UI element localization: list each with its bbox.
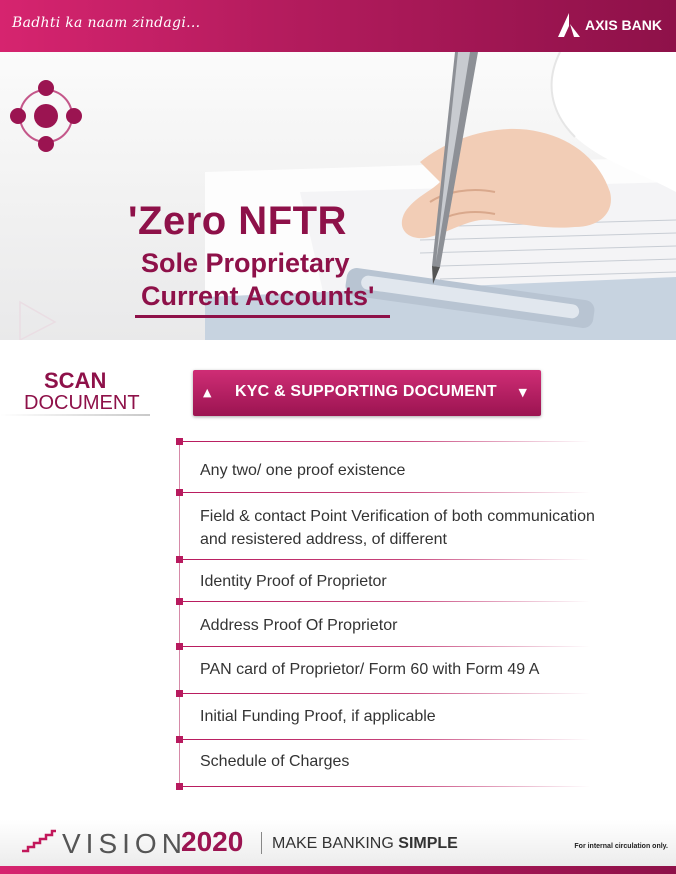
document-label: DOCUMENT bbox=[24, 392, 140, 414]
list-item: Schedule of Charges bbox=[200, 753, 350, 770]
list-item: PAN card of Proprietor/ Form 60 with Form 49 A bbox=[200, 661, 540, 678]
make-banking-simple bbox=[272, 835, 458, 853]
list-item: Any two/ one proof existence bbox=[200, 462, 406, 479]
list-item: and resistered address, of different bbox=[200, 531, 447, 548]
row-divider bbox=[180, 693, 590, 694]
triangle-up-icon: ▲ bbox=[203, 386, 212, 399]
list-item: Initial Funding Proof, if applicable bbox=[200, 708, 436, 725]
hero-title-line3: Current Accounts' bbox=[141, 281, 375, 311]
internal-circulation-note: For internal circulation only. bbox=[574, 843, 668, 850]
list-item: Field & contact Point Verification of both communication bbox=[200, 508, 595, 525]
footer-separator bbox=[261, 832, 262, 854]
make-banking-text: MAKE BANKING bbox=[272, 835, 394, 852]
hero-title-line2: Sole Proprietary bbox=[141, 248, 350, 278]
list-item: Address Proof Of Proprietor bbox=[200, 617, 398, 634]
hero-title-line1: 'Zero NFTR bbox=[128, 199, 347, 243]
footer-strip bbox=[0, 866, 676, 874]
list-item: Identity Proof of Proprietor bbox=[200, 573, 387, 590]
vision-stairs-icon bbox=[20, 829, 58, 855]
triangle-down-icon: ▼ bbox=[518, 386, 527, 399]
row-divider bbox=[180, 739, 590, 740]
row-divider bbox=[180, 492, 590, 493]
kyc-button-label: KYC & SUPPORTING DOCUMENT bbox=[235, 383, 497, 400]
row-divider bbox=[180, 601, 590, 602]
simple-text: SIMPLE bbox=[398, 835, 458, 852]
vision-year: 2020 bbox=[181, 826, 244, 857]
scan-label: SCAN bbox=[44, 368, 107, 393]
brand-name: AXIS BANK bbox=[584, 17, 662, 33]
footer-bar bbox=[0, 820, 676, 866]
row-divider bbox=[180, 559, 590, 560]
row-divider bbox=[180, 441, 590, 442]
tagline: Badhti ka naam zindagi... bbox=[12, 15, 201, 31]
vision-text: VISION bbox=[62, 828, 187, 859]
row-divider bbox=[180, 786, 590, 787]
row-divider bbox=[180, 646, 590, 647]
